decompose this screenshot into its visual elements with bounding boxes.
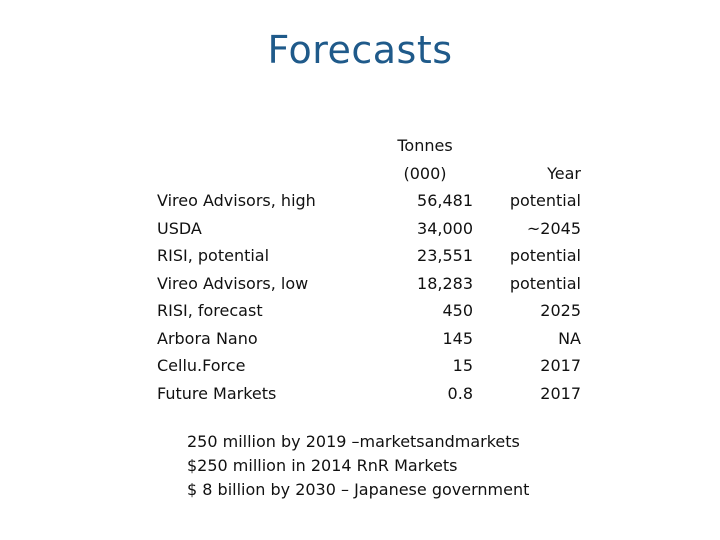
table-row [157,270,587,298]
table-row [157,187,587,215]
tonnes-cell: 18,283 [417,273,473,293]
year-cell: potential [509,273,581,293]
table-row [157,297,587,325]
year-column-header: Year [547,163,581,183]
source-cell: Cellu.Force [157,356,246,375]
note-line: 250 million by 2019 –marketsandmarkets [187,432,520,451]
tonnes-cell: 15 [452,356,473,375]
tonnes-cell: 56,481 [417,191,473,210]
tonnes-cell: 23,551 [417,246,473,265]
forecast-table [157,132,587,407]
table-row [157,242,587,270]
source-cell: USDA [157,218,202,238]
tonnes-cell: 0.8 [447,383,473,403]
table-row [157,380,587,408]
year-cell: 2017 [540,383,581,403]
source-cell: RISI, potential [157,246,270,265]
tonnes-cell: 450 [442,301,473,320]
year-cell: potential [509,191,581,210]
tonnes-cell: 34,000 [417,218,473,238]
page-title: Forecasts [267,28,453,72]
source-cell: Future Markets [157,383,277,403]
year-cell: potential [509,246,581,265]
tonnes-header-line1: Tonnes [397,136,453,155]
tonnes-header-line2: (000) [403,163,447,183]
source-cell: Vireo Advisors, high [157,191,316,210]
year-cell: ~2045 [526,218,581,238]
tonnes-cell: 145 [442,328,473,348]
year-cell: NA [558,328,581,348]
table-header [157,132,587,187]
note-line: $ 8 billion by 2030 – Japanese government [187,480,530,499]
year-cell: 2017 [540,356,581,375]
source-cell: Arbora Nano [157,328,258,348]
table-body [157,187,587,407]
notes [187,430,529,502]
table-row [157,325,587,353]
note-line: $250 million in 2014 RnR Markets [187,456,458,475]
source-cell: Vireo Advisors, low [157,273,309,293]
source-cell: RISI, forecast [157,301,263,320]
table-row [157,215,587,243]
year-cell: 2025 [540,301,581,320]
table-row [157,352,587,380]
tonnes-column-header [377,132,473,187]
